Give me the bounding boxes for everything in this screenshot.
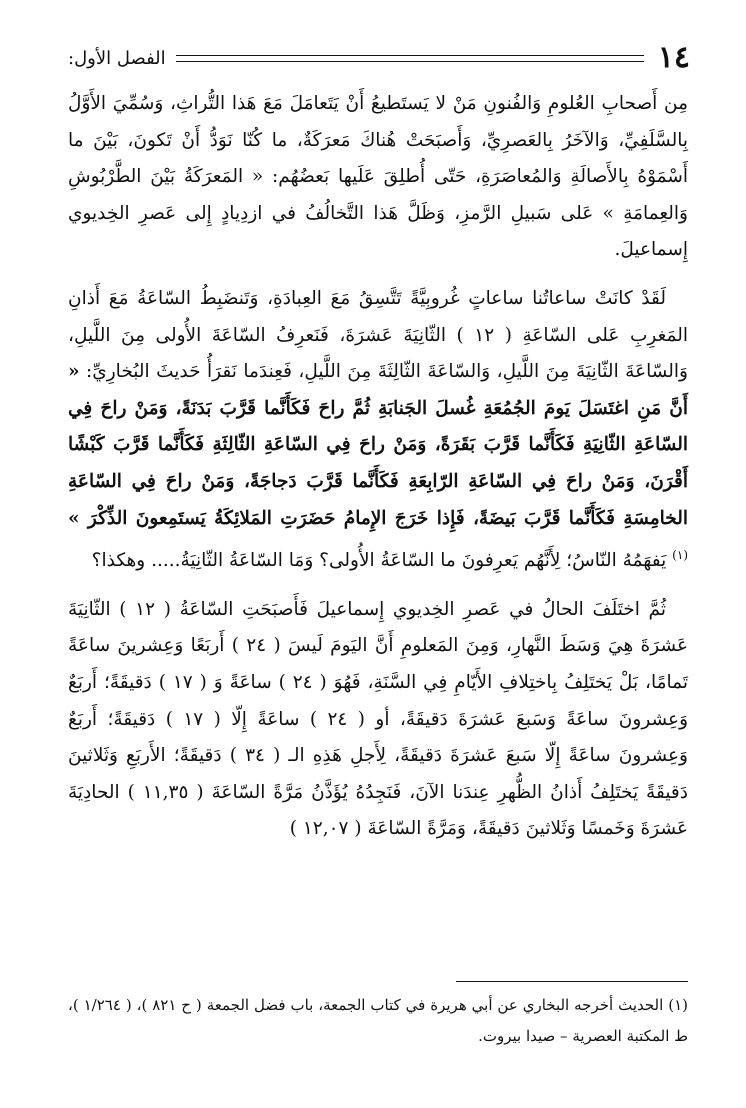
paragraph-2-intro: لَقَدْ كانَتْ ساعاتُنا ساعاتٍ غُروبِيَّةً تَتَّسِقُ مَعَ العِبادَةِ، وَتَنضَبِطُ السّاعَةُ مَعَ أَذانِ المَغرِبِ عَلى السّاعَةِ ( ١٢ ) الثّانِيَةَ عَشرَةَ، فَنَعرِفُ السّاعَةَ الأُولى مِنَ اللَّيلِ، وَالسّاعَةَ الثّانِيَةَ مِنَ اللَّيلِ، وَالسّاعَةَ الثّالِثَةَ مِنَ اللَّيلِ، فَعِندَما نَقرَأُ حَديثَ البُخارِيِّ: bbox=[68, 287, 688, 383]
header-double-rule bbox=[176, 55, 644, 62]
page-header bbox=[68, 38, 690, 78]
paragraph-3: ثُمَّ اختَلَفَ الحالُ في عَصرِ الخِديوي إِسماعيلَ فَأَصبَحَتِ السّاعَةُ ( ١٢ ) الثّانِيَةَ عَشرَةَ هِيَ وَسَطَ النَّهارِ، وَمِنَ المَعلومِ أَنَّ اليَومَ لَيسَ ( ٢٤ ) أَربَعًا وَعِشرينَ ساعَةً تَمامًا، بَلْ يَختَلِفُ بِاختِلافِ الأَيّامِ فِي السَّنَةِ، فَهُوَ ( ٢٤ ) ساعَةً وَ ( ١٧ ) دَقيقَةً؛ أَربَعٌ وَعِشرونَ ساعَةً وَسَبعَ عَشرَةَ دَقيقَةً، أو ( ٢٤ ) ساعَةً إِلّا ( ١٧ ) دَقيقَةً؛ أَربَعٌ وَعِشرونَ ساعَةً إِلّا سَبعَ عَشرَةَ دَقيقَةً، لِأَجلِ هَذِهِ الـ ( ٣٤ ) دَقيقَةً؛ الأَربَعِ وَثَلاثينَ دَقيقَةً يَختَلِفُ أَذانُ الظُّهرِ عِندَنا الآنَ، فَنَجِدُهُ يُؤَذَّنُ مَرَّةً السّاعَةَ ( ١١,٣٥ ) الحادِيَةَ عَشرَةَ وَخَمسًا وَثَلاثينَ دَقيقَةً، وَمَرَّةً السّاعَةَ ( ١٢,٠٧ ) bbox=[68, 598, 689, 840]
paragraph-1: مِن أَصحابِ العُلومِ وَالفُنونِ مَنْ لا يَستَطيعُ أَنْ يَتَعامَلَ مَعَ هَذا التُّراثِ، وَسُمِّيَ الأَوَّلُ بِالسَّلَفِيِّ، وَالآخَرُ بِالعَصرِيِّ، وَأَصبَحَتْ هُناكَ مَعرَكَةٌ، ما كُنّا نَوَدُّ أَنْ تَكونَ، بَيْنَ ما أَسْمَوْهُ بِالأَصالَةِ وَالمُعاصَرَةِ، حَتّى أُطلِقَ عَلَيها بَعضُهُم: « المَعرَكَةُ بَيْنَ الطَّرْبُوشِ وَالعِمامَةِ » عَلى سَبيلِ الرَّمزِ، وَظَلَّ هَذا التَّخالُفُ في ازدِيادٍ إِلى عَصرِ الخِديوي إِسماعيلَ. bbox=[68, 93, 688, 261]
paragraph-2 bbox=[68, 281, 688, 580]
footnote: (١) الحديث أخرجه البخاري عن أبي هريرة في كتاب الجمعة، باب فضل الجمعة ( ح ٨٢١ )، ( ١/٢٦٤ )، ط المكتبة العصرية – صيدا بيروت. bbox=[68, 996, 688, 1045]
footnote-marker[interactable]: (١) bbox=[672, 548, 688, 563]
main-text bbox=[68, 86, 688, 860]
footnote-separator bbox=[456, 981, 688, 982]
paragraph-2-outro: يَفهَمُهُ النّاسُ؛ لِأَنَّهُم يَعرِفونَ ما السّاعَةُ الأُولى؟ وَمَا السّاعَةُ الثّانِيَةُ..... وهكذا؟ bbox=[91, 550, 667, 572]
chapter-title: الفصل الأول: bbox=[68, 47, 166, 69]
page-number: ١٤ bbox=[657, 40, 690, 75]
hadith-quote: « أَنَّ مَنِ اغتَسَلَ يَومَ الجُمُعَةِ غُسلَ الجَنابَةِ ثُمَّ راحَ فَكَأَنَّما قَرَّبَ بَدَنَةً، وَمَنْ راحَ فِي السّاعَةِ الثّانِيَةِ فَكَأَنَّما قَرَّبَ بَقَرَةً، وَمَنْ راحَ فِي السّاعَةِ الثّالِثَةِ فَكَأَنَّما قَرَّبَ كَبْشًا أَقْرَنَ، وَمَنْ راحَ فِي السّاعَةِ الرّابِعَةِ فَكَأَنَّما قَرَّبَ دَجاجَةً، وَمَنْ راحَ فِي السّاعَةِ الخامِسَةِ فَكَأَنَّما قَرَّبَ بَيضَةً، فَإِذا خَرَجَ الإِمامُ حَضَرَتِ المَلائِكَةُ يَستَمِعونَ الذِّكْرَ » bbox=[68, 361, 688, 529]
